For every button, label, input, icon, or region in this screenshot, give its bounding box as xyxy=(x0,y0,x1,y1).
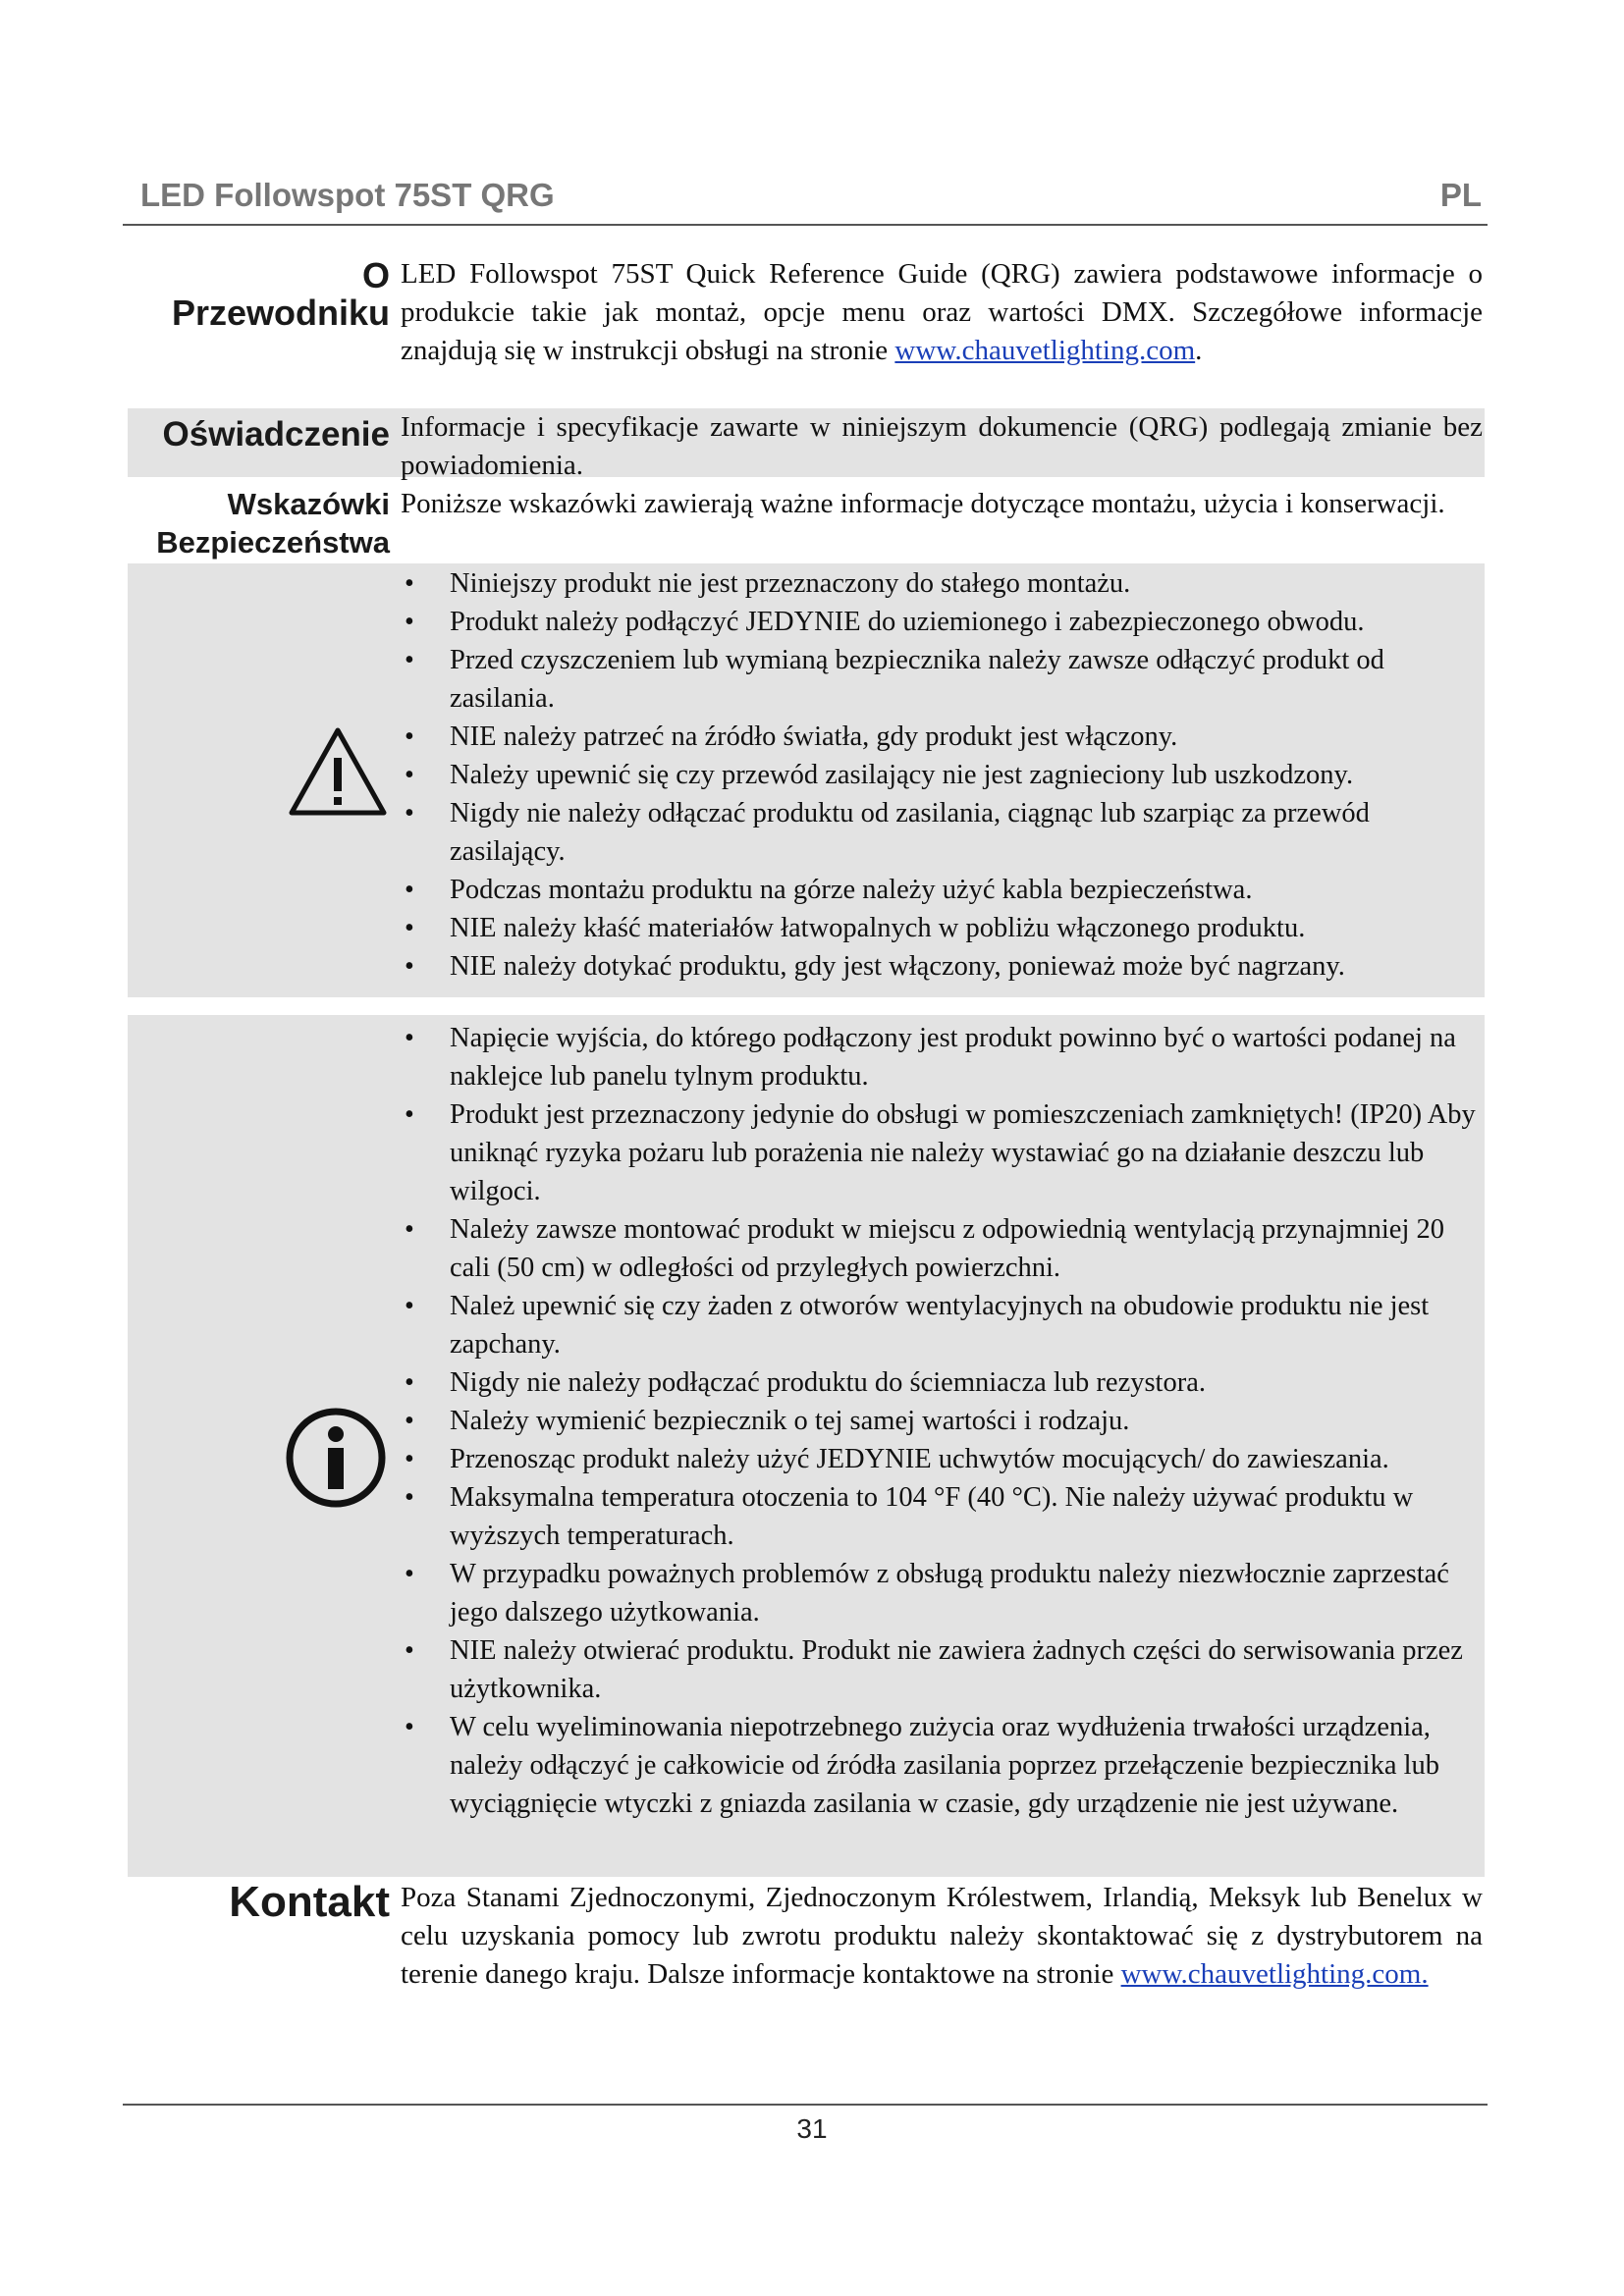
note-item: • Produkt jest przeznaczony jedynie do obsługi w pomieszczeniach zamkniętych! (IP20) Aby uniknąć ryzyka pożaru lub porażenia nie należy wystawiać go na działanie deszczu lub wilgoci. xyxy=(401,1095,1485,1210)
warning-item: • NIE należy kłaść materiałów łatwopalnych w pobliżu włączonego produktu. xyxy=(401,909,1485,947)
language-code: PL xyxy=(1439,177,1482,213)
contact-website-link[interactable]: www.chauvetlighting.com. xyxy=(1120,1958,1429,1990)
note-item: • Napięcie wyjścia, do którego podłączony jest produkt powinno być o wartości podanej na naklejce lub panelu tylnym produktu. xyxy=(401,1019,1485,1095)
warning-item: • Przed czyszczeniem lub wymianą bezpiecznika należy zawsze odłączyć produkt od zasilania. xyxy=(401,641,1485,718)
document-title: LED Followspot 75ST QRG xyxy=(140,177,555,213)
warnings-list xyxy=(401,564,1485,986)
safety-intro: Poniższe wskazówki zawierają ważne informacje dotyczące montażu, użycia i konserwacji. xyxy=(401,488,1445,519)
note-item: • Nigdy nie należy podłączać produktu do ściemniacza lub rezystora. xyxy=(401,1363,1485,1402)
warning-item: • Nigdy nie należy odłączać produktu od zasilania, ciągnąc lub szarpiąc za przewód zasilający. xyxy=(401,794,1485,871)
note-item: • Należy zawsze montować produkt w miejscu z odpowiednią wentylacją przynajmniej 20 cali (50 cm) w odległości od przyległych powierzchni. xyxy=(401,1210,1485,1287)
info-icon xyxy=(283,1405,389,1511)
about-label xyxy=(123,257,390,332)
contact-label: Kontakt xyxy=(229,1878,390,1926)
warning-item: • Produkt należy podłączyć JEDYNIE do uziemionego i zabezpieczonego obwodu. xyxy=(401,603,1485,641)
contact-body: Poza Stanami Zjednoczonymi, Zjednoczonym Królestwem, Irlandią, Meksyk lub Benelux w celu uzyskania pomocy lub zwrotu produktu należy skontaktować się z dystrybutorem na terenie danego kraju. Dalsze informacje kontaktowe na stronie xyxy=(401,1882,1483,1990)
footer-divider xyxy=(123,2104,1488,2106)
about-label-line-2: Przewodniku xyxy=(171,293,390,333)
note-item: • Należy wymienić bezpiecznik o tej samej wartości i rodzaju. xyxy=(401,1402,1485,1440)
about-body: LED Followspot 75ST Quick Reference Guide (QRG) zawiera podstawowe informacje o produkcie takie jak montaż, opcje menu oraz wartości DMX. Szczegółowe informacje znajdują się w instrukcji obsługi na stronie xyxy=(401,258,1483,366)
safety-label-line-1: Wskazówki xyxy=(227,487,390,521)
warning-triangle-icon xyxy=(287,724,389,819)
note-item: • Przenosząc produkt należy użyć JEDYNIE uchwytów mocujących/ do zawieszania. xyxy=(401,1440,1485,1478)
safety-label xyxy=(123,485,390,561)
page-number: 31 xyxy=(796,2113,828,2144)
note-item: • NIE należy otwierać produktu. Produkt nie zawiera żadnych części do serwisowania przez użytkownika. xyxy=(401,1631,1485,1708)
about-text xyxy=(401,255,1483,370)
disclaimer-label: Oświadczenie xyxy=(162,415,390,454)
note-item: • Należ upewnić się czy żaden z otworów wentylacyjnych na obudowie produktu nie jest zapchany. xyxy=(401,1287,1485,1363)
note-item: • W celu wyeliminowania niepotrzebnego zużycia oraz wydłużenia trwałości urządzenia, należy odłączyć je całkowicie od źródła zasilania poprzez przełączenie bezpiecznika lub wyciągnięcie wtyczki z gniazda zasilania w czasie, gdy urządzenie nie jest używane. xyxy=(401,1708,1485,1823)
about-website-link[interactable]: www.chauvetlighting.com xyxy=(894,335,1196,366)
safety-label-line-2: Bezpieczeństwa xyxy=(156,525,390,560)
disclaimer-text: Informacje i specyfikacje zawarte w niniejszym dokumencie (QRG) podlegają zmianie bez powiadomienia. xyxy=(401,411,1483,481)
note-item: • W przypadku poważnych problemów z obsługą produktu należy niezwłocznie zaprzestać jego dalszego użytkowania. xyxy=(401,1555,1485,1631)
about-label-line-1: O xyxy=(361,255,390,295)
notes-list xyxy=(401,1019,1485,1823)
page-header xyxy=(123,169,1488,226)
warning-item: • Podczas montażu produktu na górze należy użyć kabla bezpieczeństwa. xyxy=(401,871,1485,909)
warning-item: • NIE należy dotykać produktu, gdy jest włączony, ponieważ może być nagrzany. xyxy=(401,947,1485,986)
note-item: • Maksymalna temperatura otoczenia to 104 °F (40 °C). Nie należy używać produktu w wyższych temperaturach. xyxy=(401,1478,1485,1555)
warning-item: • NIE należy patrzeć na źródło światła, gdy produkt jest włączony. xyxy=(401,718,1485,756)
contact-text xyxy=(401,1879,1483,1994)
warning-item: • Należy upewnić się czy przewód zasilający nie jest zagnieciony lub uszkodzony. xyxy=(401,756,1485,794)
warning-item: • Niniejszy produkt nie jest przeznaczony do stałego montażu. xyxy=(401,564,1485,603)
about-after-link: . xyxy=(1195,335,1203,366)
